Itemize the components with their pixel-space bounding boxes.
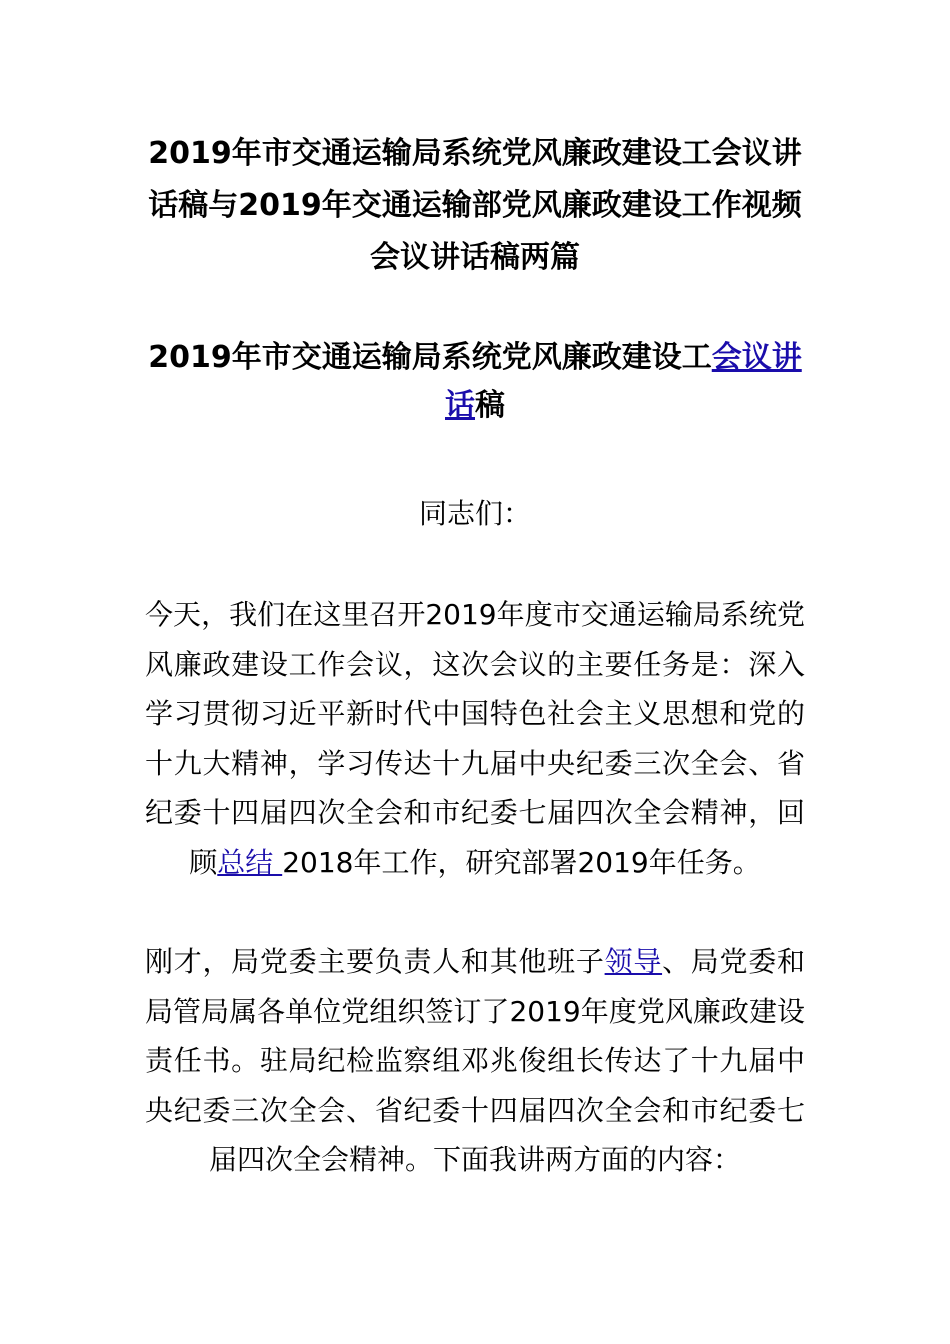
paragraph-2-tail: 、局党委和局管局属各单位党组织签订了2019年度党风廉政建设责任书。驻局纪检监察组邓兆俊组长传达了十九届中央纪委三次全会、省纪委十四届四次全会和市纪委七届四次全会精神。下面我讲两方面的内容： (145, 945, 805, 1176)
section-title-tail: 稿 (475, 388, 505, 423)
section-title (145, 334, 805, 430)
paragraph-1-text: 今天，我们在这里召开2019年度市交通运输局系统党风廉政建设工作会议，这次会议的主要任务是：深入学习贯彻习近平新时代中国特色社会主义思想和党的十九大精神，学习传达十九届中央纪委三次全会、省纪委十四届四次全会和市纪委七届四次全会精神，回顾 (145, 598, 805, 879)
greeting: 同志们： (418, 497, 531, 530)
document-title: 2019年市交通运输局系统党风廉政建设工会议讲话稿与2019年交通运输部党风廉政建设工作视频会议讲话稿两篇 (148, 136, 802, 275)
document-page (145, 128, 805, 1185)
paragraph-2 (145, 937, 805, 1185)
section-title-link[interactable]: 会议讲话 (445, 340, 802, 423)
paragraph-1-tail: 2018年工作，研究部署2019年任务。 (282, 845, 761, 879)
paragraph-1-link[interactable]: 总结 (217, 845, 283, 879)
paragraph-2-link[interactable]: 领导 (604, 945, 663, 978)
paragraph-1 (145, 590, 805, 887)
section-title-text: 2019年市交通运输局系统党风廉政建设工 (148, 340, 712, 375)
paragraph-2-text: 刚才，局党委主要负责人和其他班子 (145, 945, 605, 978)
